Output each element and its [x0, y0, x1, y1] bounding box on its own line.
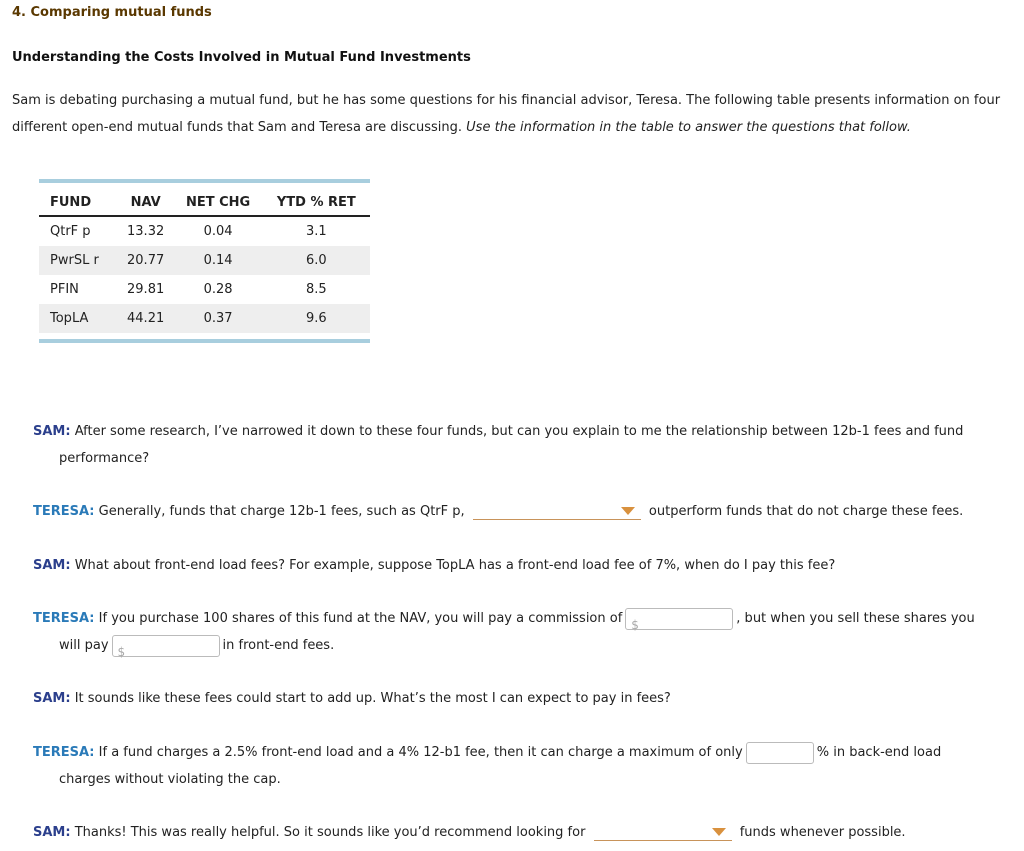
speaker-sam: SAM: [33, 558, 71, 573]
dialog-text: What about front-end load fees? For example, suppose TopLA has a front-end load fee of 7%, when do I pay this fee? [74, 558, 836, 573]
speaker-sam: SAM: [33, 825, 71, 840]
table-cell: 44.21 [118, 304, 174, 333]
dialog-text: If you purchase 100 shares of this fund at the NAV, you will pay a commission of [98, 611, 623, 626]
speaker-teresa: TERESA: [33, 611, 95, 626]
table-cell: TopLA [39, 304, 118, 333]
dialog-sam-4 [33, 819, 1016, 846]
question-title: 4. Comparing mutual funds [12, 5, 212, 20]
commission-purchase-input[interactable] [625, 608, 733, 630]
speaker-teresa: TERESA: [33, 504, 95, 519]
dialog-text: in front-end fees. [222, 638, 335, 653]
chevron-down-icon [621, 507, 635, 515]
table-row [39, 304, 370, 333]
table-row [39, 275, 370, 304]
commission-sell-input[interactable] [112, 635, 220, 657]
fund-type-dropdown[interactable] [594, 825, 732, 841]
table-row [39, 246, 370, 275]
col-header-nav: NAV [118, 189, 174, 216]
intro-text [12, 87, 1014, 141]
dialog-teresa-1 [33, 498, 1016, 525]
intro-instruction: Use the information in the table to answer the questions that follow. [466, 120, 911, 135]
col-header-ytd-ret: YTD % RET [263, 189, 370, 216]
table-cell: QtrF p [50, 224, 91, 239]
table-cell: 9.6 [263, 304, 370, 333]
table-cell: 6.0 [263, 246, 370, 275]
dialog-teresa-2 [33, 605, 1024, 659]
table-row [39, 216, 370, 246]
dialog-sam-1 [33, 418, 1016, 472]
table-cell: 29.81 [127, 282, 165, 297]
speaker-sam: SAM: [33, 691, 71, 706]
table-cell: 3.1 [306, 224, 327, 239]
dialog-text: funds whenever possible. [739, 825, 906, 840]
table-cell: PwrSL r [39, 246, 118, 275]
table-cell: 0.37 [174, 304, 263, 333]
table-cell: 20.77 [118, 246, 174, 275]
dialog-text: Thanks! This was really helpful. So it sounds like you’d recommend looking for [74, 825, 586, 840]
dialog-teresa-3 [33, 739, 1016, 793]
table-cell: 0.28 [203, 282, 233, 297]
dialog-sam-2 [33, 552, 1016, 579]
dialog-text: charges without violating the cap. [59, 772, 281, 787]
currency-prefix: $ [631, 617, 639, 632]
col-header-fund: FUND [39, 189, 118, 216]
intro-body: Sam is debating purchasing a mutual fund, but he has some questions for his financial advisor, Teresa. The following table presents information on four different open-end mutual funds that Sam and Teresa are discussing. [12, 93, 1001, 135]
dialog-text: outperform funds that do not charge these fees. [648, 504, 964, 519]
dialog-text: performance? [59, 451, 150, 466]
table-cell: 13.32 [127, 224, 165, 239]
dialog-text: , but when you sell these shares you [736, 611, 975, 626]
speaker-sam: SAM: [33, 424, 71, 439]
dialog-text: will pay [59, 638, 109, 653]
col-header-net-chg: NET CHG [174, 189, 263, 216]
speaker-teresa: TERESA: [33, 745, 95, 760]
back-end-load-input[interactable] [746, 742, 814, 764]
chevron-down-icon [712, 828, 726, 836]
currency-prefix: $ [117, 644, 126, 659]
table-cell: 0.04 [203, 224, 233, 239]
dialog-text: % in back-end load [816, 745, 942, 760]
dialog-text: Generally, funds that charge 12b-1 fees, such as QtrF p, [98, 504, 465, 519]
table-cell: 8.5 [306, 282, 327, 297]
performance-dropdown[interactable] [473, 504, 641, 520]
funds-table [39, 179, 370, 343]
dialog-text: It sounds like these fees could start to add up. What’s the most I can expect to pay in fees? [74, 691, 671, 706]
table-cell: 0.14 [174, 246, 263, 275]
section-heading: Understanding the Costs Involved in Mutual Fund Investments [12, 50, 471, 65]
dialog-text: If a fund charges a 2.5% front-end load and a 4% 12-b1 fee, then it can charge a maximum of only [98, 745, 743, 760]
table-cell: PFIN [50, 282, 79, 297]
dialog-sam-3 [33, 685, 1016, 712]
dialog-text: After some research, I’ve narrowed it down to these four funds, but can you explain to me the relationship between 12b-1 fees and fund [74, 424, 964, 439]
